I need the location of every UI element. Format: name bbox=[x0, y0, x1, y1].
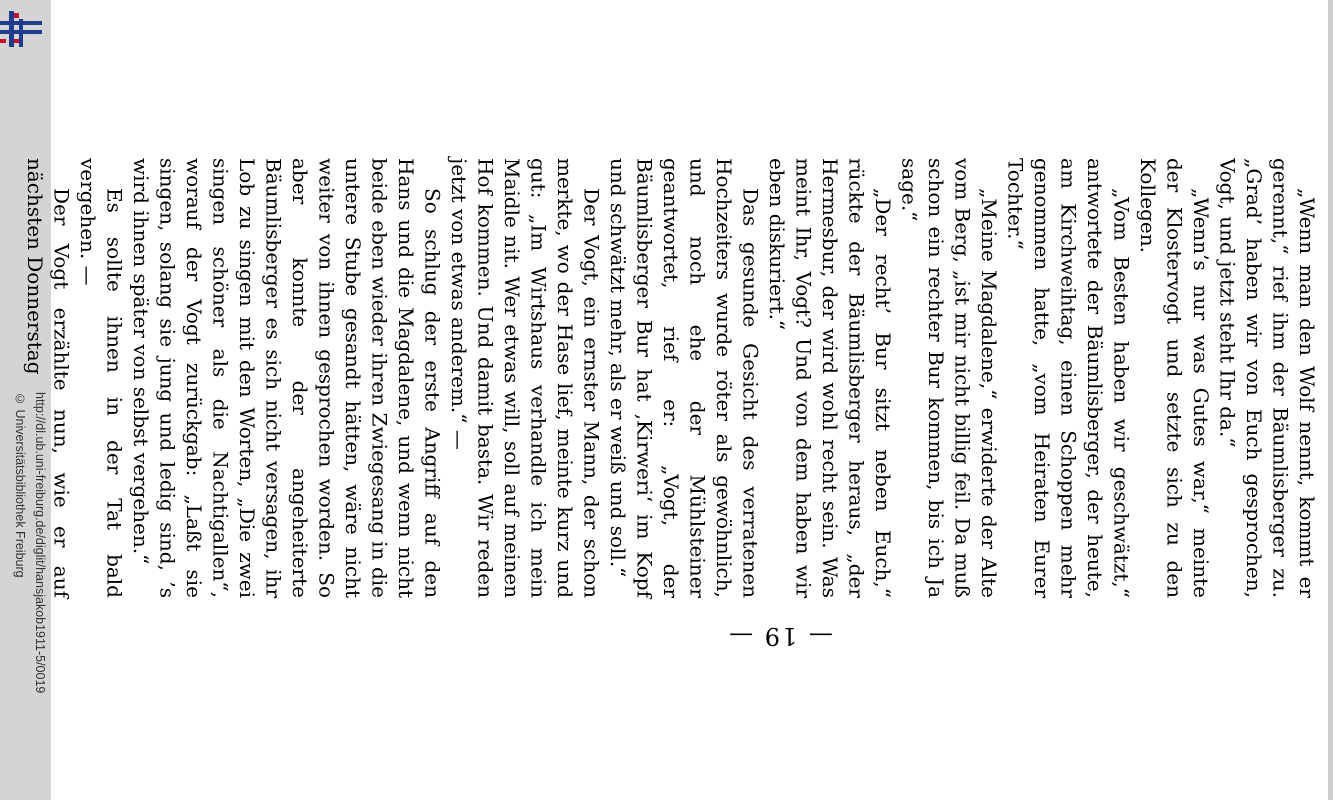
paragraph: „Vom Besten haben wir geschwätzt,“ antwortete der Bäumlisberger, der heute, am Kirchweihtag, einen Schoppen mehr genommen hatte, „vom Heiraten Eurer Tochter.“ bbox=[1003, 158, 1134, 598]
paragraph: „Wenn’s nur was Gutes war,“ meinte der Klostervogt und setzte sich zu den Kollegen. bbox=[1136, 158, 1213, 598]
paragraph: „Meine Magdalene,“ erwiderte der Alte vom Berg, „ist mir nicht billig feil. Da muß schon ein rechter Bur kommen, bis ich Ja sage.“ bbox=[897, 158, 1001, 598]
paragraph: Das gesunde Gesicht des verratenen Hochzeiters wurde röter als gewöhnlich, und noch ehe der Mühlsteiner geantwortet, rief er: „Vogt, der Bäumlisberger Bur hat ‚Kirweri‘ im Kopf und schwätzt mehr, als er weiß und soll.“ bbox=[606, 158, 763, 598]
page-number: — 19 — bbox=[727, 622, 833, 650]
university-logo-icon bbox=[0, 9, 44, 49]
source-url-link[interactable]: http://dl.ub.uni-freiburg.de/diglit/hansjakob1911-5/0019 bbox=[33, 392, 47, 694]
paragraph: „Der recht’ Bur sitzt neben Euch,“ rückte der Bäumlisberger heraus, „der Hermesbur, der wird wohl recht sein. Was meint Ihr, Vogt? Und von dem haben wir eben diskuriert.“ bbox=[765, 158, 895, 598]
paragraph: Es sollte ihnen in der Tat bald vergehen. — bbox=[76, 158, 127, 598]
paragraph: Der Vogt erzählte nun, wie er auf nächsten Donnerstag bbox=[23, 158, 74, 598]
paragraph: Der Vogt, ein ernster Mann, der schon merkte, wo der Hase lief, meinte kurz und gut: „Im Wirtshaus verhandle ich mein Maidle nit. Wer etwas will, soll auf meinen Hof kommen. Und damit basta. Wir reden jetzt von etwas anderem.“ — bbox=[447, 158, 604, 598]
paragraph: „Wenn man den Wolf nennt, kommt er gerennt,“ rief ihm der Bäumlisberger zu. „Grad’ haben wir von Euch gesprochen, Vogt, und jetzt steht Ihr da.“ bbox=[1215, 158, 1319, 598]
copyright-notice: © Universitätsbibliothek Freiburg bbox=[13, 392, 27, 578]
right-edge-bar bbox=[1328, 0, 1333, 800]
paragraph: So schlug der erste Angriff auf den Hans und die Magdalene, und wenn nicht beide eben wieder ihren Zwiegesang in die untere Stube gesandt hätten, wäre nicht weiter von ihnen gesprochen worden. So aber konnte der angeheiterte Bäumlisberger es sich nicht versagen, ihr Lob zu singen mit den Worten, „Die zwei singen schöner als die Nachtigallen“, worauf der Vogt zurückgab: „Laßt sie singen, solang sie jung und ledig sind, ’s wird ihnen später von selbst vergehen.“ bbox=[129, 158, 445, 598]
